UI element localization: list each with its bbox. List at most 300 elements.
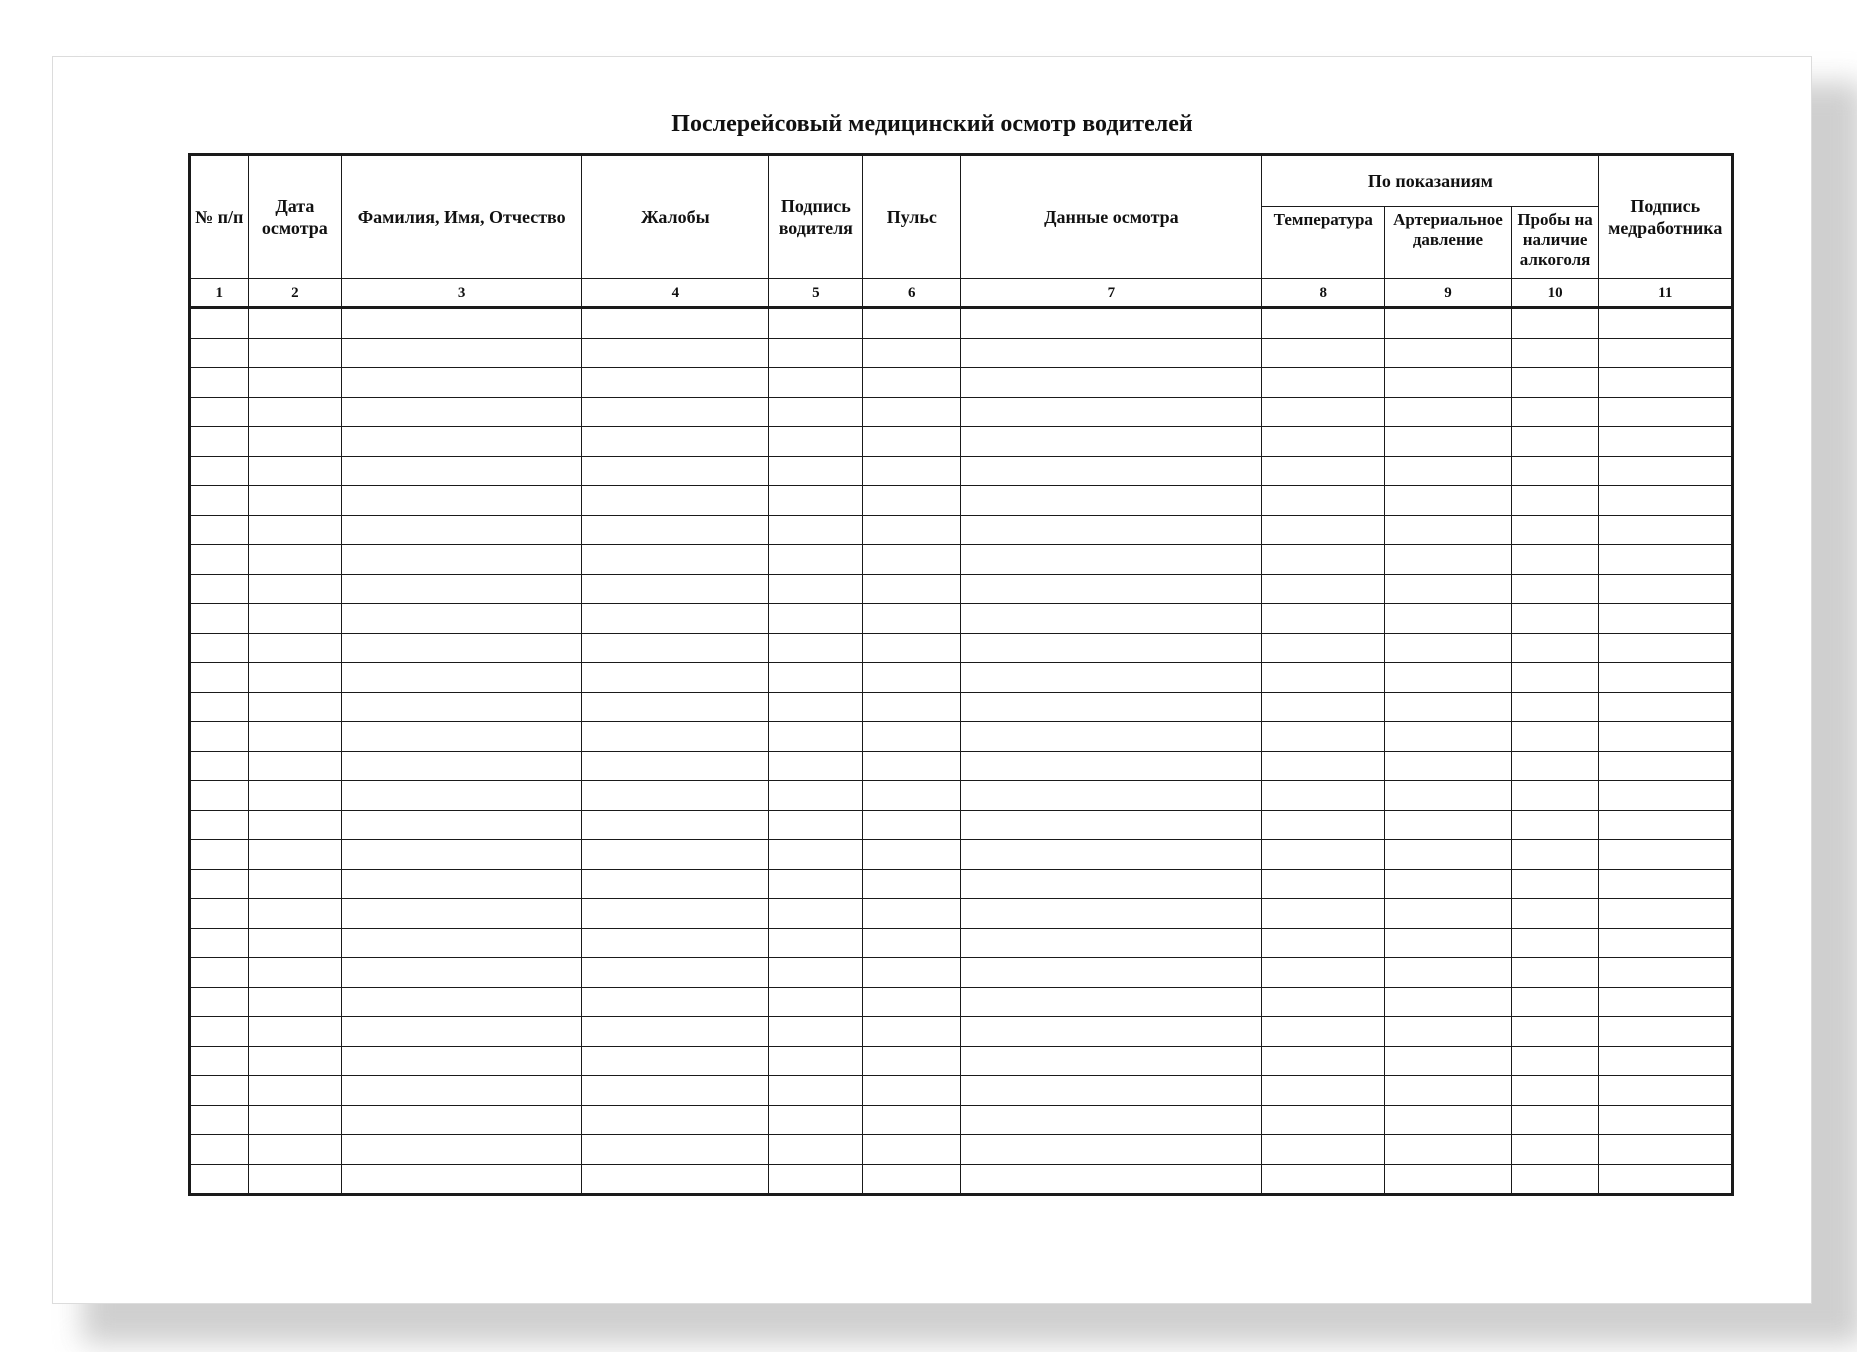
table-cell[interactable] xyxy=(1262,1017,1385,1047)
table-cell[interactable] xyxy=(1599,515,1733,545)
table-cell[interactable] xyxy=(582,810,769,840)
table-cell[interactable] xyxy=(342,781,582,811)
table-cell[interactable] xyxy=(248,427,342,457)
table-cell[interactable] xyxy=(1599,1076,1733,1106)
table-cell[interactable] xyxy=(342,1164,582,1195)
table-cell[interactable] xyxy=(1599,1164,1733,1195)
table-cell[interactable] xyxy=(582,840,769,870)
table-cell[interactable] xyxy=(342,427,582,457)
table-cell[interactable] xyxy=(1599,633,1733,663)
table-cell[interactable] xyxy=(863,604,961,634)
table-cell[interactable] xyxy=(1511,987,1599,1017)
table-cell[interactable] xyxy=(1262,987,1385,1017)
table-cell[interactable] xyxy=(769,840,863,870)
table-cell[interactable] xyxy=(1599,722,1733,752)
table-cell[interactable] xyxy=(1511,338,1599,368)
table-cell[interactable] xyxy=(248,486,342,516)
table-cell[interactable] xyxy=(190,1076,249,1106)
table-cell[interactable] xyxy=(769,663,863,693)
table-cell[interactable] xyxy=(1599,869,1733,899)
table-cell[interactable] xyxy=(863,545,961,575)
table-cell[interactable] xyxy=(1262,397,1385,427)
table-cell[interactable] xyxy=(248,840,342,870)
table-cell[interactable] xyxy=(190,574,249,604)
table-cell[interactable] xyxy=(1599,840,1733,870)
table-cell[interactable] xyxy=(190,604,249,634)
table-cell[interactable] xyxy=(190,1017,249,1047)
table-cell[interactable] xyxy=(190,368,249,398)
table-cell[interactable] xyxy=(190,427,249,457)
table-cell[interactable] xyxy=(248,958,342,988)
table-cell[interactable] xyxy=(342,751,582,781)
table-cell[interactable] xyxy=(342,840,582,870)
table-cell[interactable] xyxy=(248,899,342,929)
table-cell[interactable] xyxy=(1511,1076,1599,1106)
table-cell[interactable] xyxy=(769,781,863,811)
table-cell[interactable] xyxy=(1262,545,1385,575)
table-cell[interactable] xyxy=(1385,633,1511,663)
table-cell[interactable] xyxy=(769,869,863,899)
table-cell[interactable] xyxy=(342,486,582,516)
table-cell[interactable] xyxy=(769,515,863,545)
table-cell[interactable] xyxy=(1599,899,1733,929)
table-cell[interactable] xyxy=(248,1017,342,1047)
table-cell[interactable] xyxy=(190,515,249,545)
table-cell[interactable] xyxy=(1599,545,1733,575)
table-cell[interactable] xyxy=(248,545,342,575)
table-cell[interactable] xyxy=(1262,1135,1385,1165)
table-cell[interactable] xyxy=(863,368,961,398)
table-cell[interactable] xyxy=(342,1135,582,1165)
table-cell[interactable] xyxy=(1385,663,1511,693)
table-cell[interactable] xyxy=(769,928,863,958)
table-cell[interactable] xyxy=(248,515,342,545)
table-cell[interactable] xyxy=(1599,456,1733,486)
table-cell[interactable] xyxy=(1511,1105,1599,1135)
table-cell[interactable] xyxy=(1385,574,1511,604)
table-cell[interactable] xyxy=(1262,722,1385,752)
table-cell[interactable] xyxy=(1262,899,1385,929)
table-cell[interactable] xyxy=(769,574,863,604)
table-cell[interactable] xyxy=(582,427,769,457)
table-cell[interactable] xyxy=(1511,1164,1599,1195)
table-cell[interactable] xyxy=(1262,604,1385,634)
table-cell[interactable] xyxy=(769,899,863,929)
table-cell[interactable] xyxy=(863,840,961,870)
table-cell[interactable] xyxy=(248,456,342,486)
table-cell[interactable] xyxy=(190,456,249,486)
table-cell[interactable] xyxy=(248,368,342,398)
table-cell[interactable] xyxy=(1262,840,1385,870)
table-cell[interactable] xyxy=(1511,486,1599,516)
table-cell[interactable] xyxy=(961,1017,1262,1047)
table-cell[interactable] xyxy=(582,308,769,339)
table-cell[interactable] xyxy=(248,692,342,722)
table-cell[interactable] xyxy=(863,486,961,516)
table-cell[interactable] xyxy=(582,515,769,545)
table-cell[interactable] xyxy=(1262,515,1385,545)
table-cell[interactable] xyxy=(342,515,582,545)
table-cell[interactable] xyxy=(863,515,961,545)
table-cell[interactable] xyxy=(1262,751,1385,781)
table-cell[interactable] xyxy=(1511,427,1599,457)
table-cell[interactable] xyxy=(582,338,769,368)
table-cell[interactable] xyxy=(190,899,249,929)
table-cell[interactable] xyxy=(582,545,769,575)
table-cell[interactable] xyxy=(1262,456,1385,486)
table-cell[interactable] xyxy=(961,869,1262,899)
table-cell[interactable] xyxy=(863,1017,961,1047)
table-cell[interactable] xyxy=(582,1164,769,1195)
table-cell[interactable] xyxy=(342,987,582,1017)
table-cell[interactable] xyxy=(769,427,863,457)
table-cell[interactable] xyxy=(961,486,1262,516)
table-cell[interactable] xyxy=(1385,1076,1511,1106)
table-cell[interactable] xyxy=(863,338,961,368)
table-cell[interactable] xyxy=(248,1046,342,1076)
table-cell[interactable] xyxy=(961,987,1262,1017)
table-cell[interactable] xyxy=(190,486,249,516)
table-cell[interactable] xyxy=(190,840,249,870)
table-cell[interactable] xyxy=(769,368,863,398)
table-cell[interactable] xyxy=(190,1105,249,1135)
table-cell[interactable] xyxy=(248,338,342,368)
table-cell[interactable] xyxy=(190,633,249,663)
table-cell[interactable] xyxy=(582,692,769,722)
table-cell[interactable] xyxy=(248,781,342,811)
table-cell[interactable] xyxy=(1599,1017,1733,1047)
table-cell[interactable] xyxy=(863,427,961,457)
table-cell[interactable] xyxy=(1262,1105,1385,1135)
table-cell[interactable] xyxy=(248,574,342,604)
table-cell[interactable] xyxy=(1262,869,1385,899)
table-cell[interactable] xyxy=(961,810,1262,840)
table-cell[interactable] xyxy=(1599,781,1733,811)
table-cell[interactable] xyxy=(342,1076,582,1106)
table-cell[interactable] xyxy=(582,604,769,634)
table-cell[interactable] xyxy=(863,928,961,958)
table-cell[interactable] xyxy=(342,545,582,575)
table-cell[interactable] xyxy=(1511,781,1599,811)
table-cell[interactable] xyxy=(1511,1017,1599,1047)
table-cell[interactable] xyxy=(1511,663,1599,693)
table-cell[interactable] xyxy=(1511,869,1599,899)
table-cell[interactable] xyxy=(342,368,582,398)
table-cell[interactable] xyxy=(961,427,1262,457)
table-cell[interactable] xyxy=(769,486,863,516)
table-cell[interactable] xyxy=(863,692,961,722)
table-cell[interactable] xyxy=(582,1017,769,1047)
table-cell[interactable] xyxy=(248,1164,342,1195)
table-cell[interactable] xyxy=(582,869,769,899)
table-cell[interactable] xyxy=(248,987,342,1017)
table-cell[interactable] xyxy=(582,574,769,604)
table-cell[interactable] xyxy=(1511,545,1599,575)
table-cell[interactable] xyxy=(1262,692,1385,722)
table-cell[interactable] xyxy=(1599,368,1733,398)
table-cell[interactable] xyxy=(1262,1046,1385,1076)
table-cell[interactable] xyxy=(342,928,582,958)
table-cell[interactable] xyxy=(961,1164,1262,1195)
table-cell[interactable] xyxy=(248,722,342,752)
table-cell[interactable] xyxy=(769,633,863,663)
table-cell[interactable] xyxy=(342,869,582,899)
table-cell[interactable] xyxy=(342,338,582,368)
table-cell[interactable] xyxy=(769,308,863,339)
table-cell[interactable] xyxy=(1262,368,1385,398)
table-cell[interactable] xyxy=(1511,722,1599,752)
table-cell[interactable] xyxy=(1511,840,1599,870)
table-cell[interactable] xyxy=(769,1164,863,1195)
table-cell[interactable] xyxy=(582,368,769,398)
table-cell[interactable] xyxy=(1262,928,1385,958)
table-cell[interactable] xyxy=(342,899,582,929)
table-cell[interactable] xyxy=(1599,486,1733,516)
table-cell[interactable] xyxy=(769,397,863,427)
table-cell[interactable] xyxy=(1511,810,1599,840)
table-cell[interactable] xyxy=(863,722,961,752)
table-cell[interactable] xyxy=(1511,574,1599,604)
table-cell[interactable] xyxy=(582,456,769,486)
table-cell[interactable] xyxy=(863,456,961,486)
table-cell[interactable] xyxy=(961,545,1262,575)
table-cell[interactable] xyxy=(190,397,249,427)
table-cell[interactable] xyxy=(1385,545,1511,575)
table-cell[interactable] xyxy=(863,869,961,899)
table-cell[interactable] xyxy=(582,633,769,663)
table-cell[interactable] xyxy=(769,987,863,1017)
table-cell[interactable] xyxy=(961,338,1262,368)
table-cell[interactable] xyxy=(863,1164,961,1195)
table-cell[interactable] xyxy=(863,751,961,781)
table-cell[interactable] xyxy=(582,663,769,693)
table-cell[interactable] xyxy=(342,456,582,486)
table-cell[interactable] xyxy=(190,928,249,958)
table-cell[interactable] xyxy=(1385,1017,1511,1047)
table-cell[interactable] xyxy=(1511,899,1599,929)
table-cell[interactable] xyxy=(769,545,863,575)
table-cell[interactable] xyxy=(1262,338,1385,368)
table-cell[interactable] xyxy=(190,1135,249,1165)
table-cell[interactable] xyxy=(1385,486,1511,516)
table-cell[interactable] xyxy=(1599,308,1733,339)
table-cell[interactable] xyxy=(1599,692,1733,722)
table-cell[interactable] xyxy=(248,928,342,958)
table-cell[interactable] xyxy=(863,810,961,840)
table-cell[interactable] xyxy=(961,456,1262,486)
table-cell[interactable] xyxy=(342,1017,582,1047)
table-cell[interactable] xyxy=(1262,1076,1385,1106)
table-cell[interactable] xyxy=(863,633,961,663)
table-cell[interactable] xyxy=(342,810,582,840)
table-cell[interactable] xyxy=(582,751,769,781)
table-cell[interactable] xyxy=(1511,368,1599,398)
table-cell[interactable] xyxy=(248,751,342,781)
table-cell[interactable] xyxy=(342,692,582,722)
table-cell[interactable] xyxy=(1262,958,1385,988)
table-cell[interactable] xyxy=(582,1046,769,1076)
table-cell[interactable] xyxy=(1385,987,1511,1017)
table-cell[interactable] xyxy=(190,1046,249,1076)
table-cell[interactable] xyxy=(342,308,582,339)
table-cell[interactable] xyxy=(769,338,863,368)
table-cell[interactable] xyxy=(190,869,249,899)
table-cell[interactable] xyxy=(961,1076,1262,1106)
table-cell[interactable] xyxy=(190,958,249,988)
table-cell[interactable] xyxy=(1511,751,1599,781)
table-cell[interactable] xyxy=(582,397,769,427)
table-cell[interactable] xyxy=(582,722,769,752)
table-cell[interactable] xyxy=(961,604,1262,634)
table-cell[interactable] xyxy=(1385,958,1511,988)
table-cell[interactable] xyxy=(1599,810,1733,840)
table-cell[interactable] xyxy=(863,899,961,929)
table-cell[interactable] xyxy=(961,781,1262,811)
table-cell[interactable] xyxy=(769,810,863,840)
table-cell[interactable] xyxy=(863,781,961,811)
table-cell[interactable] xyxy=(769,456,863,486)
table-cell[interactable] xyxy=(961,663,1262,693)
table-cell[interactable] xyxy=(248,397,342,427)
table-cell[interactable] xyxy=(1262,1164,1385,1195)
table-cell[interactable] xyxy=(961,751,1262,781)
table-cell[interactable] xyxy=(1599,751,1733,781)
table-cell[interactable] xyxy=(1599,397,1733,427)
table-cell[interactable] xyxy=(863,574,961,604)
table-cell[interactable] xyxy=(190,1164,249,1195)
table-cell[interactable] xyxy=(582,928,769,958)
table-cell[interactable] xyxy=(1262,574,1385,604)
table-cell[interactable] xyxy=(961,397,1262,427)
table-cell[interactable] xyxy=(342,1105,582,1135)
table-cell[interactable] xyxy=(1385,456,1511,486)
table-cell[interactable] xyxy=(342,958,582,988)
table-cell[interactable] xyxy=(1385,368,1511,398)
table-cell[interactable] xyxy=(1262,781,1385,811)
table-cell[interactable] xyxy=(248,663,342,693)
table-cell[interactable] xyxy=(1599,958,1733,988)
table-cell[interactable] xyxy=(1385,397,1511,427)
table-cell[interactable] xyxy=(769,692,863,722)
table-cell[interactable] xyxy=(582,1135,769,1165)
table-cell[interactable] xyxy=(190,781,249,811)
table-cell[interactable] xyxy=(1599,427,1733,457)
table-cell[interactable] xyxy=(190,663,249,693)
table-cell[interactable] xyxy=(248,604,342,634)
table-cell[interactable] xyxy=(961,722,1262,752)
table-cell[interactable] xyxy=(1262,663,1385,693)
table-cell[interactable] xyxy=(190,545,249,575)
table-cell[interactable] xyxy=(863,958,961,988)
table-cell[interactable] xyxy=(342,722,582,752)
table-cell[interactable] xyxy=(1385,1135,1511,1165)
table-cell[interactable] xyxy=(1511,397,1599,427)
table-cell[interactable] xyxy=(582,899,769,929)
table-cell[interactable] xyxy=(863,987,961,1017)
table-cell[interactable] xyxy=(1511,515,1599,545)
table-cell[interactable] xyxy=(582,1076,769,1106)
table-cell[interactable] xyxy=(1599,574,1733,604)
table-cell[interactable] xyxy=(961,899,1262,929)
table-cell[interactable] xyxy=(248,1076,342,1106)
table-cell[interactable] xyxy=(1511,958,1599,988)
table-cell[interactable] xyxy=(248,1135,342,1165)
table-cell[interactable] xyxy=(1385,604,1511,634)
table-cell[interactable] xyxy=(1385,899,1511,929)
table-cell[interactable] xyxy=(1599,1046,1733,1076)
table-cell[interactable] xyxy=(1385,515,1511,545)
table-cell[interactable] xyxy=(961,928,1262,958)
table-cell[interactable] xyxy=(1599,604,1733,634)
table-cell[interactable] xyxy=(1385,1046,1511,1076)
table-cell[interactable] xyxy=(1385,1164,1511,1195)
table-cell[interactable] xyxy=(1385,810,1511,840)
table-cell[interactable] xyxy=(961,1105,1262,1135)
table-cell[interactable] xyxy=(1599,928,1733,958)
table-cell[interactable] xyxy=(1385,928,1511,958)
table-cell[interactable] xyxy=(769,604,863,634)
table-cell[interactable] xyxy=(863,1135,961,1165)
table-cell[interactable] xyxy=(769,1017,863,1047)
table-cell[interactable] xyxy=(342,1046,582,1076)
table-cell[interactable] xyxy=(582,1105,769,1135)
table-cell[interactable] xyxy=(961,368,1262,398)
table-cell[interactable] xyxy=(1385,308,1511,339)
table-cell[interactable] xyxy=(961,515,1262,545)
table-cell[interactable] xyxy=(190,308,249,339)
table-cell[interactable] xyxy=(1511,456,1599,486)
table-cell[interactable] xyxy=(190,722,249,752)
table-cell[interactable] xyxy=(1599,1105,1733,1135)
table-cell[interactable] xyxy=(1385,338,1511,368)
table-cell[interactable] xyxy=(1511,928,1599,958)
table-cell[interactable] xyxy=(190,692,249,722)
table-cell[interactable] xyxy=(582,987,769,1017)
table-cell[interactable] xyxy=(1385,692,1511,722)
table-cell[interactable] xyxy=(1262,810,1385,840)
table-cell[interactable] xyxy=(961,574,1262,604)
table-cell[interactable] xyxy=(342,397,582,427)
table-cell[interactable] xyxy=(769,1076,863,1106)
table-cell[interactable] xyxy=(1385,869,1511,899)
table-cell[interactable] xyxy=(863,1105,961,1135)
table-cell[interactable] xyxy=(863,1046,961,1076)
table-cell[interactable] xyxy=(342,604,582,634)
table-cell[interactable] xyxy=(582,486,769,516)
table-cell[interactable] xyxy=(1262,308,1385,339)
table-cell[interactable] xyxy=(769,722,863,752)
table-cell[interactable] xyxy=(190,338,249,368)
table-cell[interactable] xyxy=(1511,1046,1599,1076)
table-cell[interactable] xyxy=(863,1076,961,1106)
table-cell[interactable] xyxy=(863,663,961,693)
table-cell[interactable] xyxy=(1511,1135,1599,1165)
table-cell[interactable] xyxy=(769,1135,863,1165)
table-cell[interactable] xyxy=(1385,840,1511,870)
table-cell[interactable] xyxy=(248,1105,342,1135)
table-cell[interactable] xyxy=(1599,1135,1733,1165)
table-cell[interactable] xyxy=(769,751,863,781)
table-cell[interactable] xyxy=(1385,751,1511,781)
table-cell[interactable] xyxy=(1511,633,1599,663)
table-cell[interactable] xyxy=(248,308,342,339)
table-cell[interactable] xyxy=(1511,604,1599,634)
table-cell[interactable] xyxy=(190,751,249,781)
table-cell[interactable] xyxy=(190,987,249,1017)
table-cell[interactable] xyxy=(190,810,249,840)
table-cell[interactable] xyxy=(248,869,342,899)
table-cell[interactable] xyxy=(863,397,961,427)
